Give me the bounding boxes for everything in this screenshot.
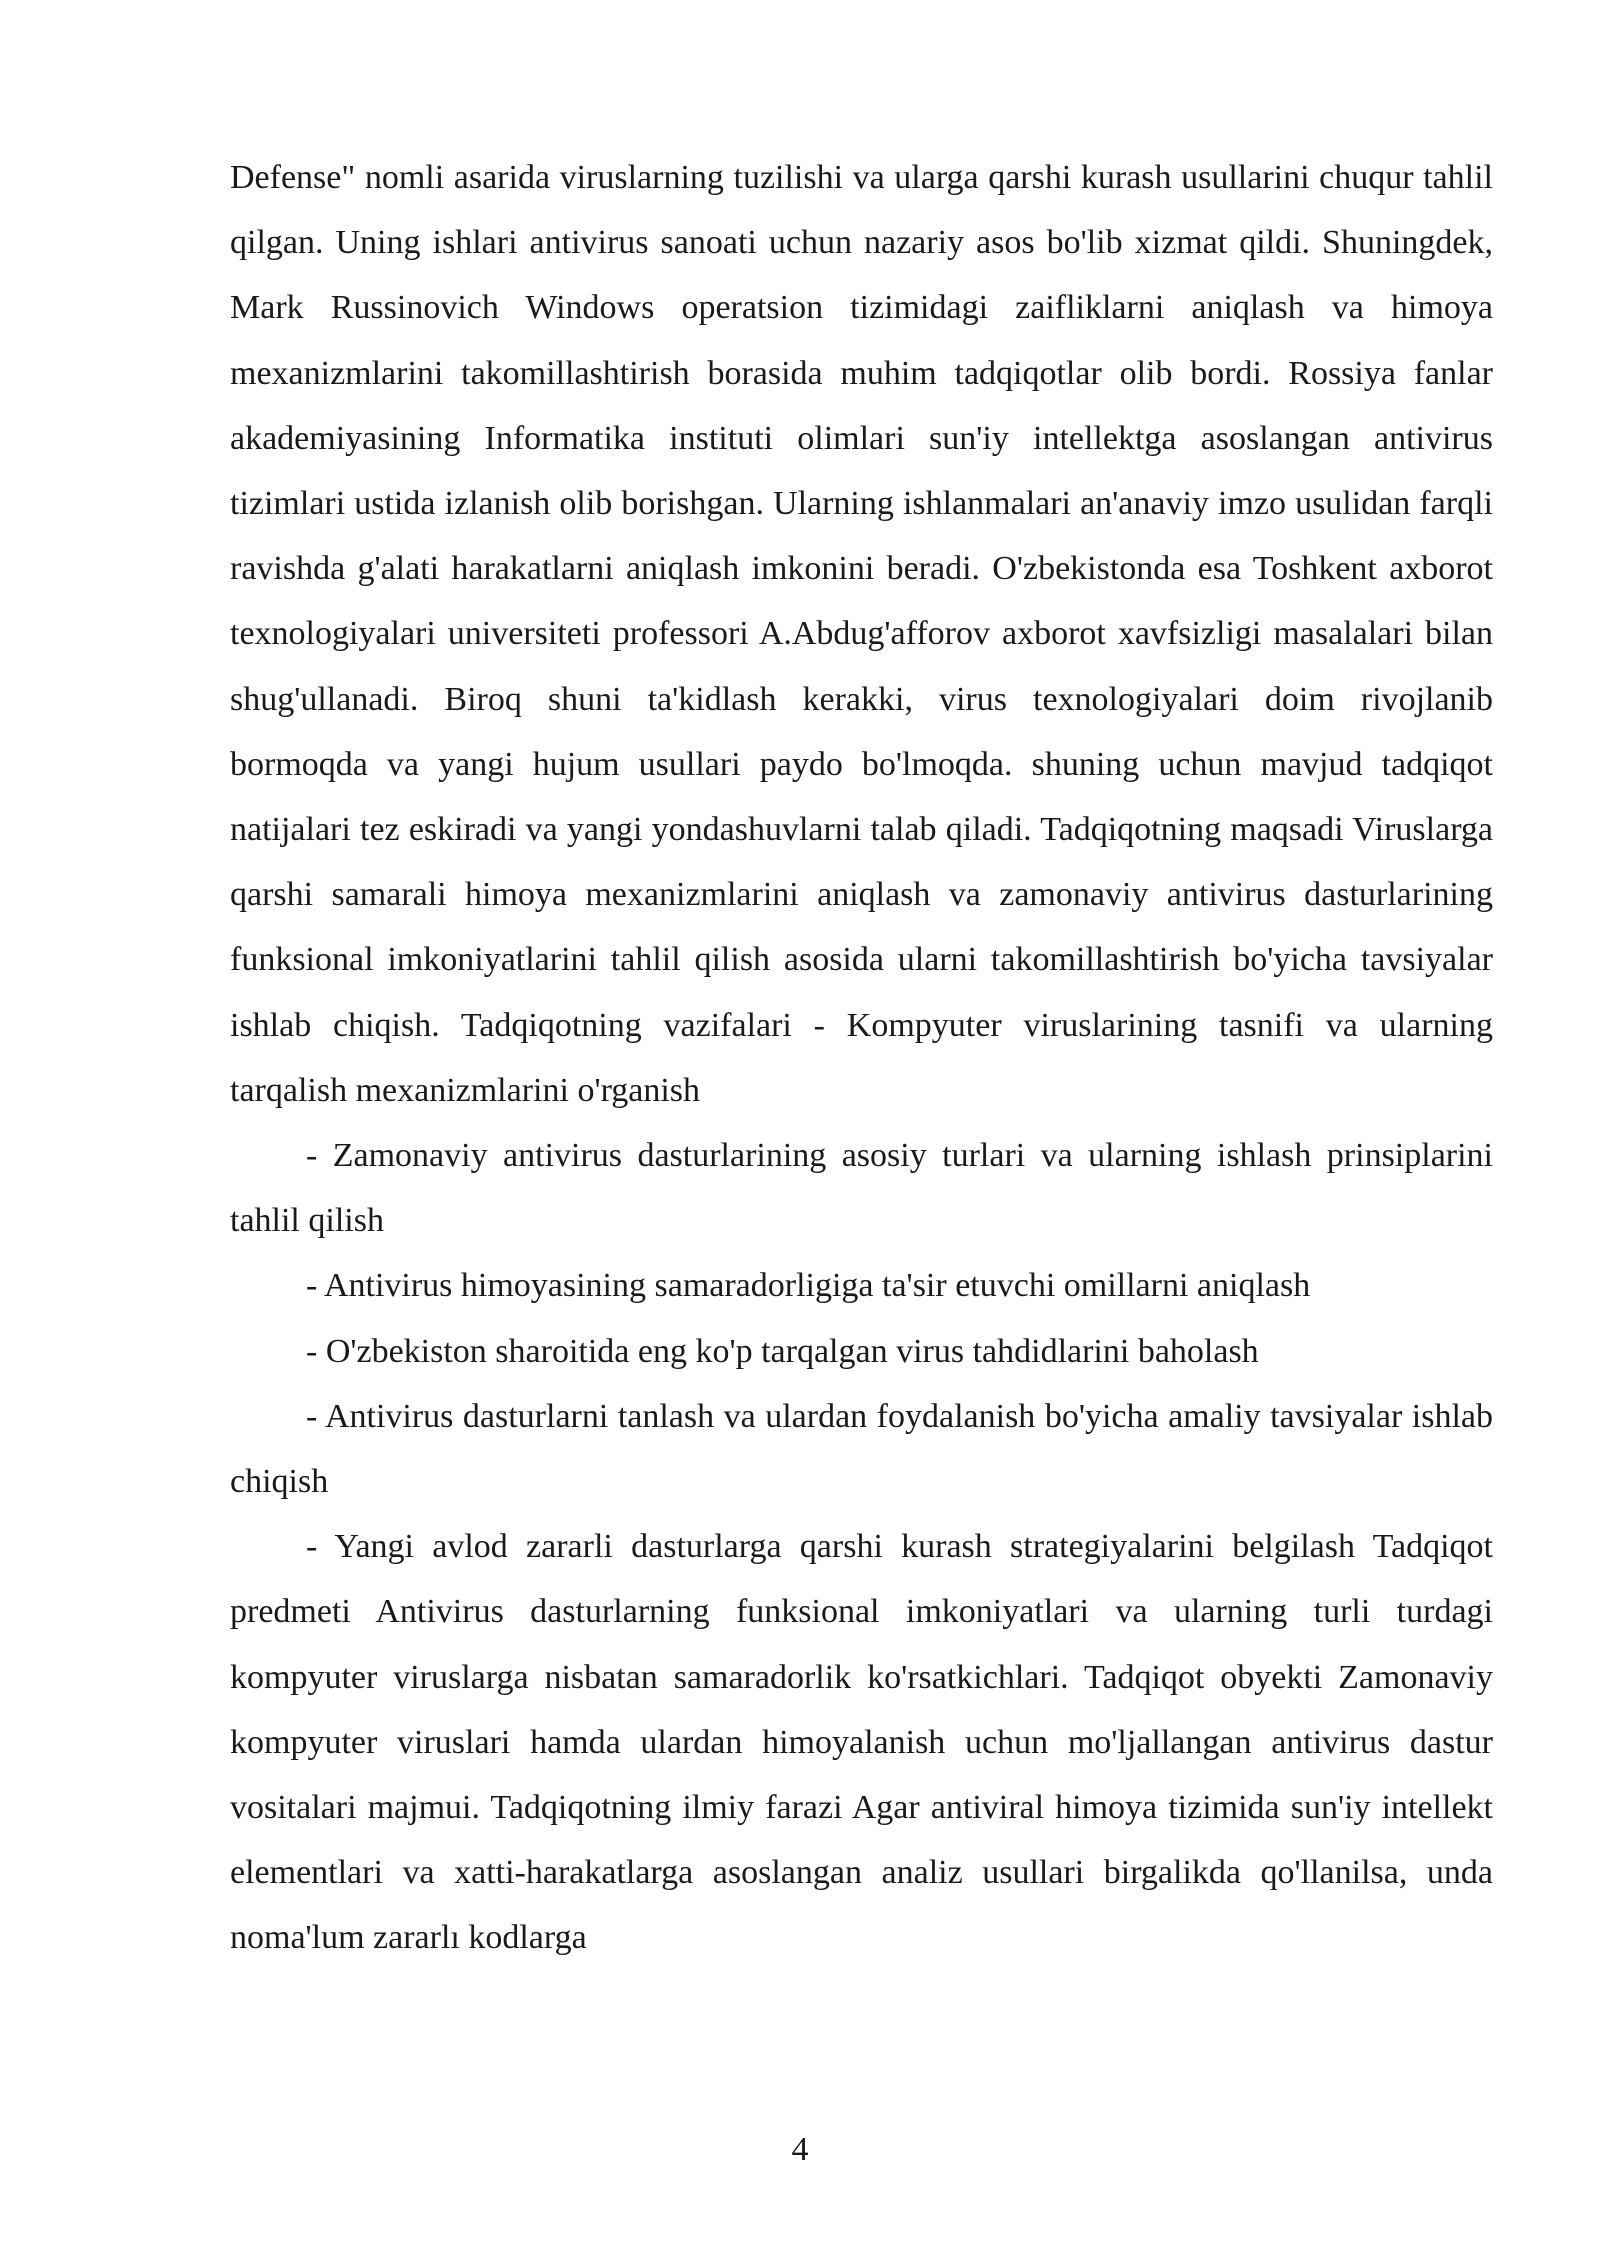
task-item-1: - Zamonaviy antivirus dasturlarining asosiy turlari va ularning ishlash prinsiplarini tahlil qilish: [230, 1137, 1493, 1240]
document-page-body: [230, 145, 1493, 1971]
task-item-5: - Yangi avlod zararli dasturlarga qarshi kurash strategiyalarini belgilash Tadqiqot predmeti Antivirus dasturlarning funksional imkoniyatlari va ularning turli turdagi kompyuter viruslarga nisbatan samaradorlik ko'rsatkichlari. Tadqiqot obyekti Zamonaviy kompyuter viruslari hamda ulardan himoyalanish uchun mo'ljallangan antivirus dastur vositalari majmui. Tadqiqotning ilmiy farazi Agar antiviral himoya tizimida sun'iy intellekt elementlari va xatti-harakatlarga asoslangan analiz usullari birgalikda qo'llanilsa, unda noma'lum zararlı kodlarga: [230, 1528, 1493, 1957]
task-item-2: - Antivirus himoyasining samaradorligiga ta'sir etuvchi omillarni aniqlash: [306, 1267, 1311, 1305]
page-number: 4: [791, 2131, 809, 2168]
task-item-4: - Antivirus dasturlarni tanlash va ulardan foydalanish bo'yicha amaliy tavsiyalar ishlab chiqish: [230, 1397, 1493, 1501]
body-paragraph-1: Defense" nomli asarida viruslarning tuzilishi va ularga qarshi kurash usullarini chuqur tahlil qilgan. Uning ishlari antivirus sanoati uchun nazariy asos bo'lib xizmat qildi. Shuningdek, Mark Russinovich Windows operatsion tizimidagi zaifliklarni aniqlash va himoya mexanizmlarini takomillashtirish borasida muhim tadqiqotlar olib bordi. Rossiya fanlar akademiyasining Informatika instituti olimlari sun'iy intellektga asoslangan antivirus tizimlari ustida izlanish olib borishgan. Ularning ishlanmalari an'anaviy imzo usulidan farqli ravishda g'alati harakatlarni aniqlash imkonini beradi. O'zbekistonda esa Toshkent axborot texnologiyalari universiteti professori A.Abdug'afforov axborot xavfsizligi masalalari bilan shug'ullanadi. Biroq shuni ta'kidlash kerakki, virus texnologiyalari doim rivojlanib bormoqda va yangi hujum usullari paydo bo'lmoqda. shuning uchun mavjud tadqiqot natijalari tez eskiradi va yangi yondashuvlarni talab qiladi. Tadqiqotning maqsadi Viruslarga qarshi samarali himoya mexanizmlarini aniqlash va zamonaviy antivirus dasturlarining funksional imkoniyatlarini tahlil qilish asosida ularni takomillashtirish bo'yicha tavsiyalar ishlab chiqish. Tadqiqotning vazifalari - Kompyuter viruslarining tasnifi va ularning tarqalish mexanizmlarini o'rganish: [230, 159, 1493, 1109]
task-item-3: - O'zbekiston sharoitida eng ko'p tarqalgan virus tahdidlarini baholash: [306, 1332, 1259, 1370]
